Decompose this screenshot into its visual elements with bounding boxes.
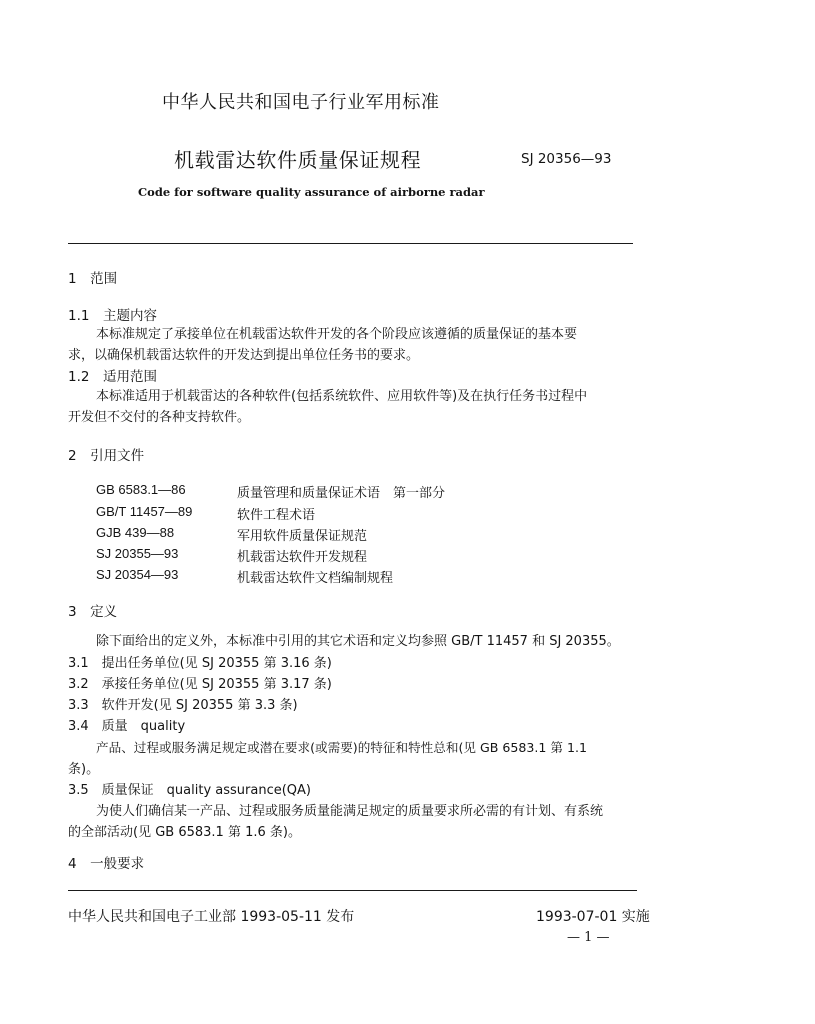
definition-3-5-heading: 3.5 质量保证 quality assurance(QA) bbox=[68, 783, 311, 798]
section-1-1-heading: 1.1 主题内容 bbox=[68, 308, 157, 324]
section-2-heading: 2 引用文件 bbox=[68, 448, 145, 464]
footer-rule bbox=[68, 890, 637, 891]
section-1-2-paragraph-line-2: 开发但不交付的各种支持软件。 bbox=[68, 410, 251, 425]
definition-3-4-line-2: 条)。 bbox=[68, 762, 100, 777]
definition-3-3: 3.3 软件开发(见 SJ 20355 第 3.3 条) bbox=[68, 698, 298, 713]
section-1-1-paragraph-line-2: 求，以确保机载雷达软件的开发达到提出单位任务书的要求。 bbox=[68, 348, 420, 363]
reference-code: GB 6583.1—86 bbox=[96, 482, 186, 497]
definition-3-4-line-1: 产品、过程或服务满足规定或潜在要求(或需要)的特征和特性总和(见 GB 6583.1 第 1.1 bbox=[96, 740, 588, 755]
section-1-heading: 1 范围 bbox=[68, 271, 118, 287]
header-rule bbox=[68, 243, 633, 244]
reference-title: 质量管理和质量保证术语 第一部分 bbox=[237, 486, 446, 501]
reference-title: 军用软件质量保证规范 bbox=[237, 529, 368, 544]
definition-3-5-line-1: 为使人们确信某一产品、过程或服务质量能满足规定的质量要求所必需的有计划、有系统 bbox=[96, 804, 604, 819]
section-1-2-paragraph-line-1: 本标准适用于机载雷达的各种软件(包括系统软件、应用软件等)及在执行任务书过程中 bbox=[96, 389, 588, 404]
section-3-intro: 除下面给出的定义外，本标准中引用的其它术语和定义均参照 GB/T 11457 和 SJ 20355。 bbox=[96, 634, 620, 649]
reference-title: 机载雷达软件文档编制规程 bbox=[237, 571, 394, 586]
section-3-heading: 3 定义 bbox=[68, 604, 118, 620]
definition-3-1: 3.1 提出任务单位(见 SJ 20355 第 3.16 条) bbox=[68, 656, 332, 671]
reference-code: SJ 20354—93 bbox=[96, 567, 179, 582]
reference-code: GB/T 11457—89 bbox=[96, 504, 193, 519]
section-1-2-heading: 1.2 适用范围 bbox=[68, 369, 157, 385]
standard-system-title: 中华人民共和国电子行业军用标准 bbox=[162, 92, 440, 113]
reference-title: 机载雷达软件开发规程 bbox=[237, 550, 368, 565]
section-4-heading: 4 一般要求 bbox=[68, 856, 145, 872]
definition-3-2: 3.2 承接任务单位(见 SJ 20355 第 3.17 条) bbox=[68, 677, 332, 692]
effective-date: 1993-07-01 实施 bbox=[536, 909, 650, 925]
standard-number: SJ 20356—93 bbox=[521, 151, 612, 167]
issuer-line: 中华人民共和国电子工业部 1993-05-11 发布 bbox=[68, 909, 355, 925]
definition-3-5-line-2: 的全部活动(见 GB 6583.1 第 1.6 条)。 bbox=[68, 825, 301, 840]
reference-title: 软件工程术语 bbox=[237, 508, 316, 523]
definition-3-4-heading: 3.4 质量 quality bbox=[68, 719, 186, 734]
document-title: 机载雷达软件质量保证规程 bbox=[174, 148, 422, 172]
section-1-1-paragraph-line-1: 本标准规定了承接单位在机载雷达软件开发的各个阶段应该遵循的质量保证的基本要 bbox=[96, 327, 578, 342]
reference-code: SJ 20355—93 bbox=[96, 546, 179, 561]
reference-code: GJB 439—88 bbox=[96, 525, 175, 540]
english-title: Code for software quality assurance of airborne radar bbox=[138, 185, 485, 199]
page-number: — 1 — bbox=[567, 930, 610, 945]
